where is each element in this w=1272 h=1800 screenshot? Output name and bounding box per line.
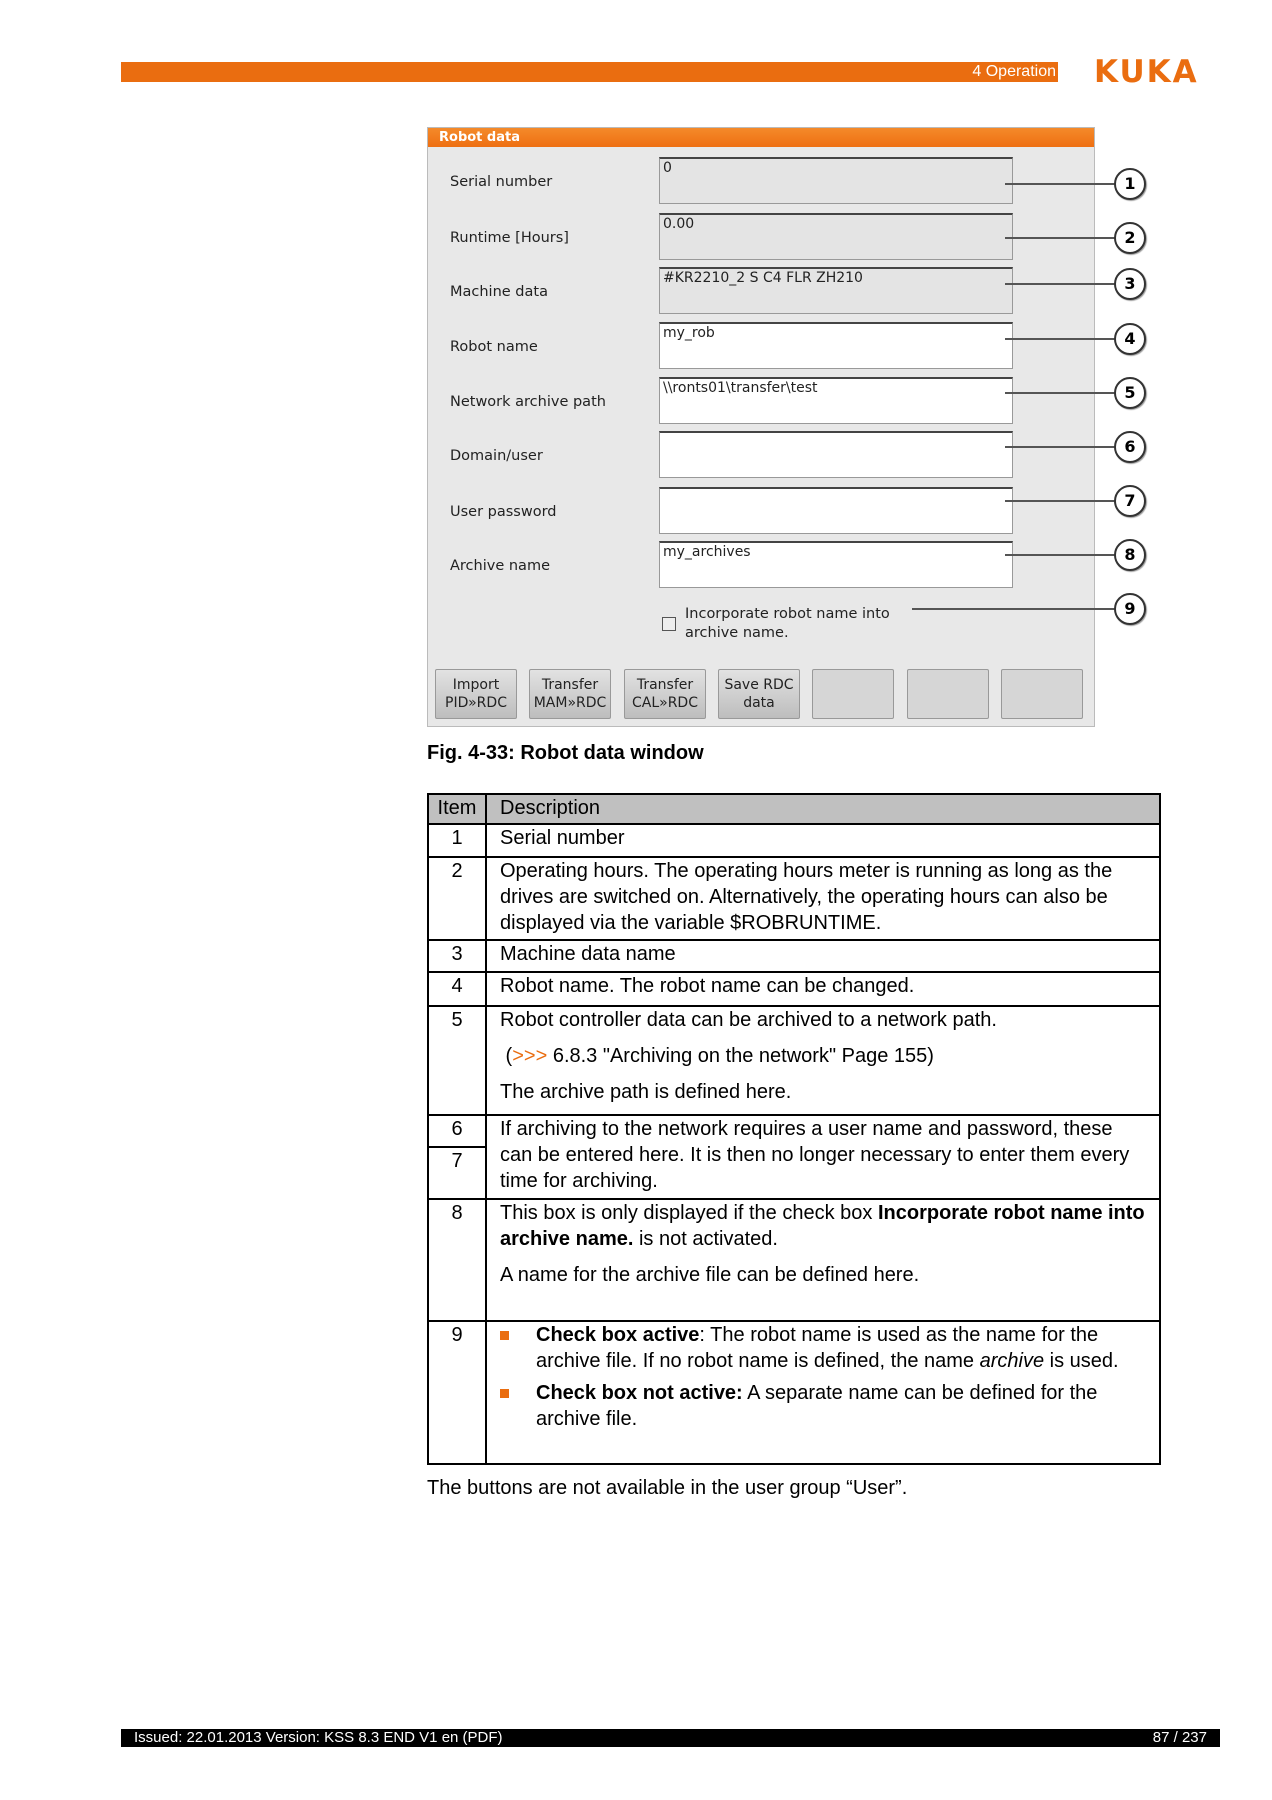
callout-number: 7 — [1114, 485, 1146, 517]
field-label: User password — [450, 504, 557, 520]
field-input: #KR2210_2 S C4 FLR ZH210 — [659, 267, 1013, 314]
table-row: 5 Robot controller data can be archived to a network path. (>>> 6.8.3 "Archiving on the network" Page 155) The archive path is defined here. — [428, 1006, 1160, 1115]
field-label: Robot name — [450, 339, 538, 355]
callout-number: 6 — [1114, 431, 1146, 463]
field-input[interactable]: \\ronts01\transfer\test — [659, 377, 1013, 424]
field-input[interactable]: my_rob — [659, 322, 1013, 369]
footer-bar — [121, 1729, 1220, 1747]
callout-number: 8 — [1114, 539, 1146, 571]
callout-line — [1005, 500, 1116, 502]
cross-reference-link[interactable]: >>> — [512, 1045, 548, 1067]
section-title: 4 Operation — [972, 63, 1056, 80]
table-row: 7 — [428, 1147, 1160, 1199]
callout-line — [1005, 183, 1116, 185]
field-label: Archive name — [450, 558, 550, 574]
window-title: Robot data — [428, 128, 1094, 147]
table-row: 9 Check box active: The robot name is used as the name for the archive file. If no robot name is defined, the name archive is used. Check box not active: A separate name can be defined for the archive file. — [428, 1321, 1160, 1464]
field-input[interactable] — [659, 431, 1013, 478]
table-row: 1 Serial number — [428, 824, 1160, 857]
incorporate-robot-name-checkbox[interactable] — [662, 617, 676, 631]
callout-line — [912, 608, 1116, 610]
callout-line — [1005, 237, 1116, 239]
note-text: The buttons are not available in the user group “User”. — [427, 1477, 908, 1499]
footer-issue-info: Issued: 22.01.2013 Version: KSS 8.3 END V1 en (PDF) — [134, 1729, 503, 1746]
callout-number: 2 — [1114, 222, 1146, 254]
table-row: 8 This box is only displayed if the check box Incorporate robot name into archive name. is not activated. A name for the archive file can be defined here. — [428, 1199, 1160, 1321]
callout-line — [1005, 392, 1116, 394]
field-label: Network archive path — [450, 394, 606, 410]
callout-line — [1005, 554, 1116, 556]
field-input: 0 — [659, 157, 1013, 204]
callout-line — [1005, 283, 1116, 285]
table-row: 4 Robot name. The robot name can be changed. — [428, 972, 1160, 1006]
field-label: Serial number — [450, 174, 553, 190]
callout-line — [1005, 446, 1116, 448]
bullet-item: Check box not active: A separate name can be defined for the archive file. — [500, 1380, 1149, 1432]
callout-number: 9 — [1114, 593, 1146, 625]
robot-data-window — [427, 127, 1095, 727]
callout-number: 3 — [1114, 268, 1146, 300]
kuka-logo: KUKA — [1094, 54, 1199, 90]
checkbox-label: Incorporate robot name into archive name. — [685, 606, 890, 641]
callout-number: 1 — [1114, 168, 1146, 200]
field-input[interactable]: my_archives — [659, 541, 1013, 588]
callout-line — [1005, 338, 1116, 340]
callout-number: 4 — [1114, 323, 1146, 355]
empty-button[interactable] — [812, 669, 894, 719]
field-label: Domain/user — [450, 448, 543, 464]
table-row: 2 Operating hours. The operating hours meter is running as long as the drives are switched on. Alternatively, the operating hours can also be displayed via the variable $ROBRUNTIME. — [428, 857, 1160, 940]
callout-number: 5 — [1114, 377, 1146, 409]
rdc-button[interactable]: Transfer MAM»RDC — [529, 669, 611, 719]
rdc-button[interactable]: Transfer CAL»RDC — [624, 669, 706, 719]
rdc-button[interactable]: Save RDC data — [718, 669, 800, 719]
bullet-item: Check box active: The robot name is used as the name for the archive file. If no robot name is defined, the name archive is used. — [500, 1322, 1149, 1374]
field-label: Machine data — [450, 284, 548, 300]
empty-button[interactable] — [1001, 669, 1083, 719]
page-number: 87 / 237 — [1152, 1729, 1207, 1746]
table-header: Item Description — [428, 794, 1160, 824]
field-input: 0.00 — [659, 213, 1013, 260]
figure-caption: Fig. 4-33: Robot data window — [427, 742, 704, 764]
field-label: Runtime [Hours] — [450, 230, 569, 246]
description-table — [427, 793, 1161, 1465]
header-bar — [121, 62, 1058, 82]
empty-button[interactable] — [907, 669, 989, 719]
field-input[interactable] — [659, 487, 1013, 534]
table-row: 6 If archiving to the network requires a user name and password, these can be entered here. It is then no longer necessary to enter them every time for archiving. — [428, 1115, 1160, 1147]
table-row: 3 Machine data name — [428, 940, 1160, 972]
rdc-button[interactable]: Import PID»RDC — [435, 669, 517, 719]
